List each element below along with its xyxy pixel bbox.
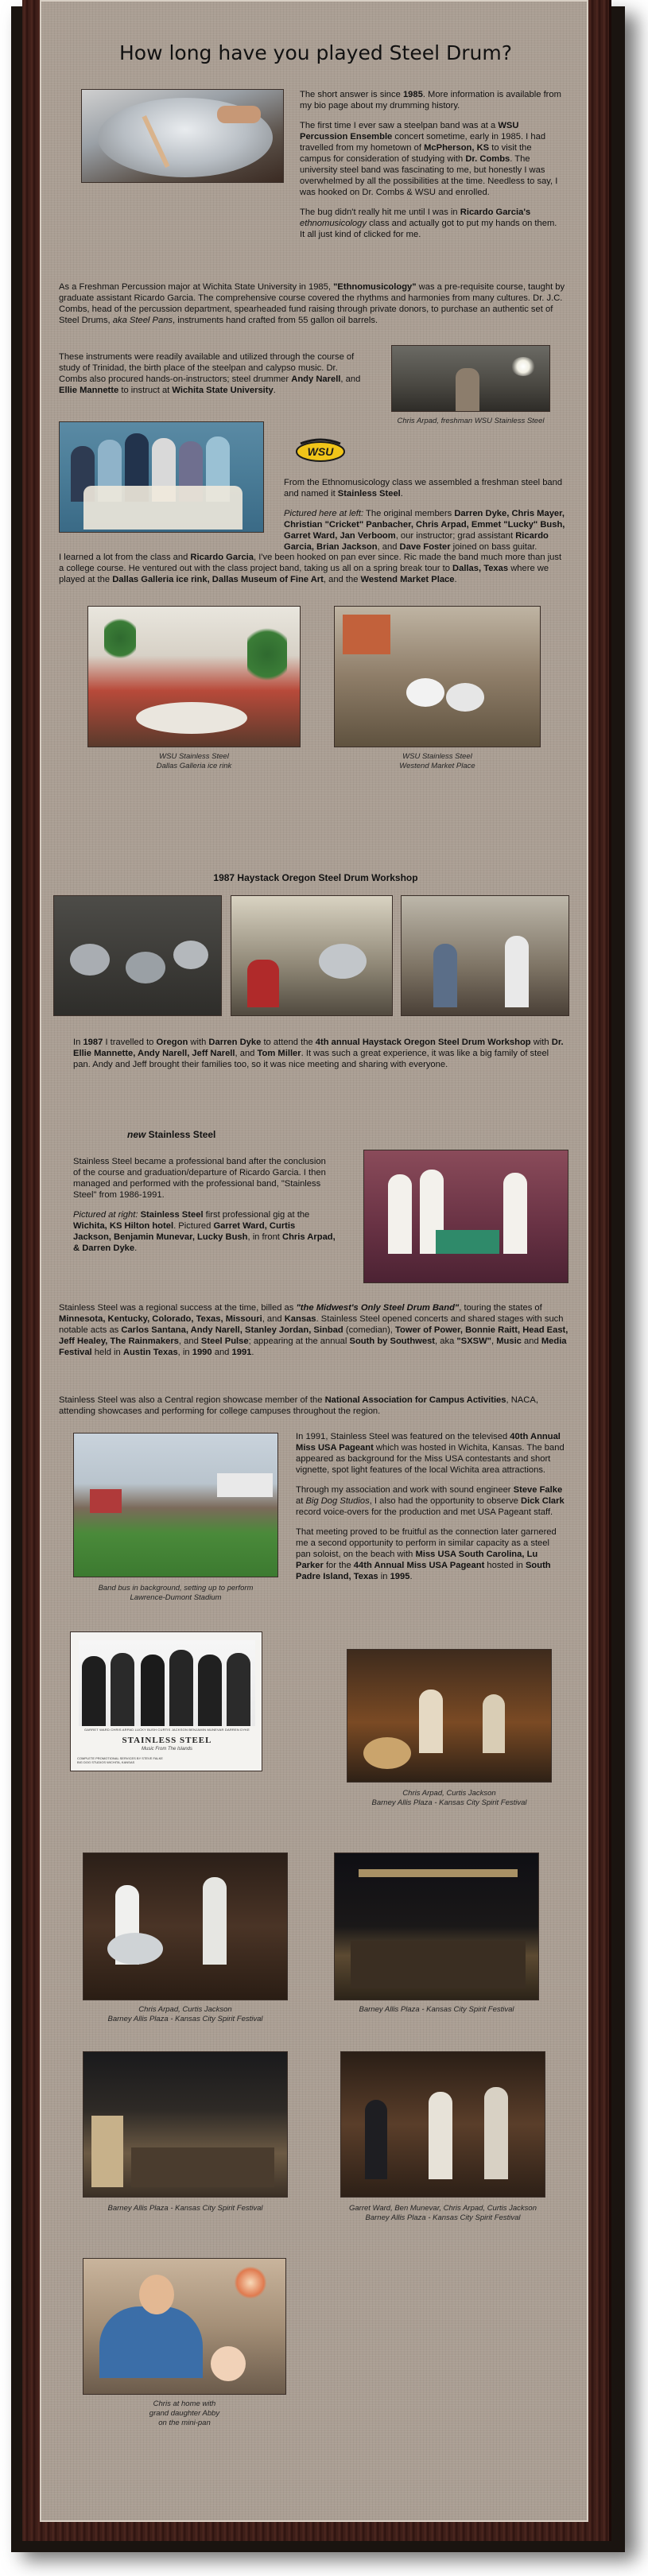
photo-original-members <box>59 421 264 533</box>
ethno-paragraph-5: I learned a lot from the class and Ricardo Garcia, I've been hooked on pan ever since. Ric made the band much more than just a college course. He ventured out with the class project band, taking us all on a spring break tour to Dallas, Texas where we played at the Dallas Galleria ice rink, Dallas Museum of Fine Art, and the Westend Market Place. <box>59 553 562 584</box>
ethno-paragraph-2: These instruments were readily available and utilized through the course of study of Trinidad, the birth place of the steelpan and calypso music. Dr. Combs also procured hands-on-instructors; steel drummer Andy Narell, and Ellie Mannette to instruct at Wichita State University. <box>59 352 361 395</box>
caption-stadium: Band bus in background, setting up to perform Lawrence-Dumont Stadium <box>98 1584 254 1602</box>
caption-kc-spirit-3: Barney Allis Plaza - Kansas City Spirit Festival <box>359 2005 514 2014</box>
wsu-shocker-logo <box>293 434 348 466</box>
photo-haystack-3 <box>401 895 569 1016</box>
photo-lawrence-dumont-stadium <box>73 1433 278 1577</box>
photo-chris-grand-daughter <box>83 2258 286 2395</box>
photo-haystack-1 <box>53 895 222 1016</box>
photo-kc-spirit-2 <box>83 1852 288 2000</box>
intro-paragraph-2: The first time I ever saw a steelpan band was at a WSU Percussion Ensemble concert sometime, early in 1985. I had travelled from my hometown of McPherson, KS to visit the campus for consideration of studying with Dr. Combs. The university steel band was fascinating to me, but honestly I was overwhelmed by all the possibilities at the time. Needless to say, I was hooked on Dr. Combs & WSU and enrolled. <box>300 121 558 197</box>
missusa-text <box>296 1431 566 1591</box>
caption-kc-spirit-1: Chris Arpad, Curtis Jackson Barney Allis Plaza - Kansas City Spirit Festival <box>371 1789 527 1807</box>
new-stainless-steel-heading: new Stainless Steel <box>127 1129 216 1140</box>
caption-kc-spirit-2: Chris Arpad, Curtis Jackson Barney Allis Plaza - Kansas City Spirit Festival <box>107 2005 263 2023</box>
page-title: How long have you played Steel Drum? <box>118 41 512 64</box>
caption-chris-grand-daughter: Chris at home with grand daughter Abby on the mini-pan <box>149 2399 220 2427</box>
photo-chris-freshman <box>391 345 550 412</box>
ethno-assembly-text <box>284 477 566 561</box>
caption-chris-freshman: Chris Arpad, freshman WSU Stainless Steel <box>397 417 545 425</box>
caption-westend-market: WSU Stainless Steel Westend Market Place <box>399 752 475 770</box>
newss-paragraph-4: Stainless Steel was also a Central region showcase member of the National Association for Campus Activities, NACA, attending showcases and performing for college campuses throughout the region. <box>59 1395 538 1416</box>
ethno-paragraph-4: Pictured here at left: The original members Darren Dyke, Chris Mayer, Christian "Cricket" Panbacher, Chris Arpad, Emmet "Lucky" Bush, Garret Ward, Jan Verboom, our instructor; grad assistant Ricardo Garcia, Brian Jackson, and Dave Foster joined on bass guitar. <box>284 509 565 552</box>
haystack-heading: 1987 Haystack Oregon Steel Drum Workshop <box>213 872 418 883</box>
ethno-paragraph-1: As a Freshman Percussion major at Wichita State University in 1985, "Ethnomusicology" was a pre-requisite course, taught by graduate assistant Ricardo Garcia. The comprehensive course covered the rhythms and harmonies from many cultures. Dr. J.C. Combs, head of the percussion department, spearheaded fund raising through private donors, to purchase an authentic set of Steel Drums, aka Steel Pans, instruments hand crafted from 55 gallon oil barrels. <box>59 282 565 325</box>
caption-kc-spirit-5: Garret Ward, Ben Munevar, Chris Arpad, Curtis Jackson Barney Allis Plaza - Kansas City Spirit Festival <box>348 2204 537 2222</box>
photo-steelpan-hands <box>81 89 284 183</box>
promo-band-name: STAINLESS STEEL <box>122 1736 212 1745</box>
missusa-paragraph-2: Through my association and work with sound engineer Steve Falke at Big Dog Studios, I also had the opportunity to observe Dick Clark record voice-overs for the production and met USA Pageant staff. <box>296 1485 565 1517</box>
caption-kc-spirit-4: Barney Allis Plaza - Kansas City Spirit Festival <box>107 2204 263 2213</box>
photo-kc-spirit-4 <box>83 2051 288 2198</box>
photo-dallas-galleria <box>87 606 301 747</box>
photo-hilton-gig <box>363 1150 568 1283</box>
photo-westend-market <box>334 606 541 747</box>
ethno-paragraph-3: From the Ethnomusicology class we assembled a freshman steel band and named it Stainless Steel. <box>284 478 563 499</box>
photo-kc-spirit-5 <box>340 2051 545 2198</box>
photo-kc-spirit-1 <box>347 1649 552 1783</box>
caption-dallas-galleria: WSU Stainless Steel Dallas Galleria ice rink <box>156 752 232 770</box>
photo-haystack-2 <box>231 895 393 1016</box>
intro-paragraph-3: The bug didn't really hit me until I was in Ricardo Garcia's ethnomusicology class and actually got to put my hands on them. It all just kind of clicked for me. <box>300 208 557 239</box>
content-panel <box>40 0 588 2522</box>
intro-text <box>300 89 562 249</box>
newss-paragraph-1: Stainless Steel became a professional band after the conclusion of the course and graduation/departure of Ricardo Garcia. I then managed and performed with the professional band, "Stainless Steel" from 1986-1991. <box>73 1157 326 1200</box>
haystack-paragraph: In 1987 I travelled to Oregon with Darren Dyke to attend the 4th annual Haystack Oregon Steel Drum Workshop with Dr. Ellie Mannette, Andy Narell, Jeff Narell, and Tom Miller. It was such a great experience, it was like a big family of steel pan. Andy and Jeff brought their families too, so it was nice meeting and sharing with everyone. <box>73 1038 564 1069</box>
promo-tagline: Music From The Islands <box>141 1747 193 1752</box>
missusa-paragraph-3: That meeting proved to be fruitful as the connection later garnered me a second opportunity to perform in similar capacity as a steel pan soloist, on the beach with Miss USA South Carolina, Lu Parker for the 44th Annual Miss USA Pageant hosted in South Padre Island, Texas in 1995. <box>296 1527 557 1581</box>
promo-footer: COMPLETE PROMOTIONAL SERVICES BY STEVE FALKE BIG DOG STUDIOS WICHITA, KANSAS <box>77 1756 163 1764</box>
photo-band-promo <box>70 1631 262 1771</box>
promo-members: GARRET WARD CHRIS ARPAD LUCKY BUSH CURTIS JACKSON BENJAMIN MUNEVAR DARREN DYKE <box>83 1728 250 1732</box>
newss-paragraph-2: Pictured at right: Stainless Steel first professional gig at the Wichita, KS Hilton hotel. Pictured Garret Ward, Curtis Jackson, Benjamin Munevar, Lucky Bush, in front Chris Arpad, & Darren Dyke. <box>73 1210 336 1253</box>
newss-text <box>73 1156 336 1263</box>
intro-paragraph-1: The short answer is since 1985. More information is available from my bio page about my drumming history. <box>300 90 561 111</box>
newss-paragraph-3: Stainless Steel was a regional success at the time, billed as "the Midwest's Only Steel Drum Band", touring the states of Minnesota, Kentucky, Colorado, Texas, Missouri, and Kansas. Stainless Steel opened concerts and shared stages with such notable acts as Carlos Santana, Andy Narell, Stanley Jordan, Sinbad (comedian), Tower of Power, Bonnie Raitt, Head East, Jeff Healey, The Rainmakers, and Steel Pulse; appearing at the annual South by Southwest, aka "SXSW", Music and Media Festival held in Austin Texas, in 1990 and 1991. <box>59 1303 568 1357</box>
photo-kc-spirit-3 <box>334 1852 539 2000</box>
wsu-logo-text: WSU <box>307 445 334 458</box>
missusa-paragraph-1: In 1991, Stainless Steel was featured on the televised 40th Annual Miss USA Pageant which was hosted in Wichita, Kansas. The band appeared as background for the Miss USA contestants and short vignette, spot light features of the local Wichita area attractions. <box>296 1432 565 1475</box>
